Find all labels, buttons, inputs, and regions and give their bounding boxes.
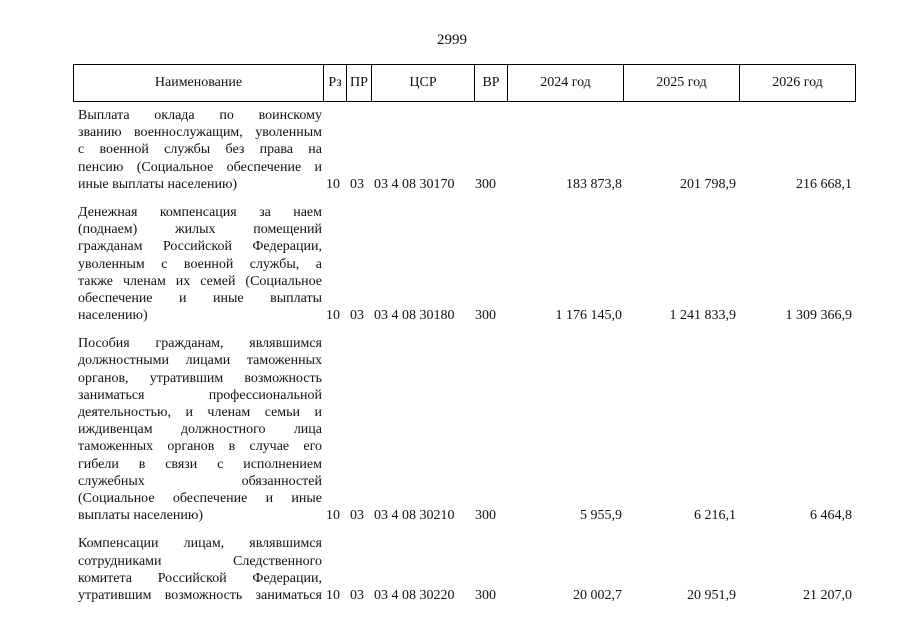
row-value-2026: 6 464,8: [810, 508, 852, 524]
table-row: [78, 204, 858, 324]
row-name-line: Выплата оклада по воинскому: [78, 108, 322, 123]
row-csr: 03 4 08 30170: [374, 176, 455, 192]
table-row: [78, 107, 858, 193]
header-rz: Рз: [324, 65, 347, 102]
row-name-line: Компенсации лицам, являвшимся: [78, 536, 322, 552]
row-name-line: деятельностью, и членам семьи и: [78, 405, 322, 420]
row-name-line: также членам их семей (Социальное: [78, 273, 322, 289]
header-2026: 2026 год: [740, 65, 856, 102]
row-name-line: (Социальное обеспечение и иные: [78, 490, 322, 506]
row-name: [78, 204, 322, 324]
row-name-line: Денежная компенсация за наем: [78, 204, 322, 220]
header-name: Наименование: [74, 65, 324, 102]
row-name-line: сотрудниками Следственного: [78, 553, 322, 569]
row-name-line: пенсию (Социальное обеспечение и: [78, 159, 322, 175]
row-rz: 10: [326, 176, 340, 192]
row-name-line: служебных обязанностей: [78, 473, 322, 489]
header-pr: ПР: [347, 65, 372, 102]
table-row: [78, 335, 858, 524]
row-name-line: Пособия гражданам, являвшимся: [78, 336, 322, 352]
row-name-line: гибели в связи с исполнением: [78, 456, 322, 472]
row-value-2026: 216 668,1: [796, 176, 852, 192]
row-pr: 03: [350, 308, 364, 324]
row-value-2024: 20 002,7: [573, 587, 622, 603]
header-row: [74, 65, 856, 102]
table-body: [78, 107, 858, 604]
row-value-2024: 1 176 145,0: [555, 308, 622, 324]
row-value-2025: 201 798,9: [680, 176, 736, 192]
header-vr: ВР: [475, 65, 508, 102]
row-name-line: уволенным с военной службы, а: [78, 256, 322, 272]
row-name-line: иждивенцам должностного лица: [78, 422, 322, 438]
row-vr: 300: [475, 308, 496, 324]
row-pr: 03: [350, 508, 364, 524]
row-value-2025: 20 951,9: [687, 587, 736, 603]
row-name-line: органов, утратившим возможность: [78, 370, 322, 386]
row-name-line: обеспечение и иные выплаты: [78, 290, 322, 306]
row-value-2024: 5 955,9: [580, 508, 622, 524]
row-name-line: утратившим возможность заниматься: [78, 587, 322, 603]
row-csr: 03 4 08 30220: [374, 587, 455, 603]
row-value-2026: 1 309 366,9: [785, 308, 852, 324]
row-name-line: (поднаем) жилых помещений: [78, 222, 322, 238]
row-name-line: заниматься профессиональной: [78, 387, 322, 403]
row-rz: 10: [326, 587, 340, 603]
row-name-line: гражданам Российской Федерации,: [78, 239, 322, 255]
row-name-line: населению): [78, 308, 148, 324]
row-name-line: таможенных органов в случае его: [78, 439, 322, 455]
row-name: [78, 335, 322, 524]
row-value-2026: 21 207,0: [803, 587, 852, 603]
header-2025: 2025 год: [624, 65, 740, 102]
table-row: [78, 535, 858, 604]
row-name-line: выплаты населению): [78, 508, 203, 524]
row-value-2025: 1 241 833,9: [669, 308, 736, 324]
row-vr: 300: [475, 508, 496, 524]
table-header: [73, 64, 856, 102]
row-rz: 10: [326, 508, 340, 524]
header-csr: ЦСР: [372, 65, 475, 102]
row-name-line: иные выплаты населению): [78, 176, 238, 192]
row-name: [78, 107, 322, 193]
row-name-line: комитета Российской Федерации,: [78, 570, 322, 586]
row-name: [78, 535, 322, 604]
row-vr: 300: [475, 176, 496, 192]
row-vr: 300: [475, 587, 496, 603]
row-rz: 10: [326, 308, 340, 324]
header-2024: 2024 год: [508, 65, 624, 102]
row-pr: 03: [350, 176, 364, 192]
row-name-line: званию военнослужащим, уволенным: [78, 125, 322, 141]
row-name-line: должностными лицами таможенных: [78, 353, 322, 369]
row-value-2024: 183 873,8: [566, 176, 622, 192]
row-csr: 03 4 08 30210: [374, 508, 455, 524]
row-pr: 03: [350, 587, 364, 603]
row-csr: 03 4 08 30180: [374, 308, 455, 324]
row-name-line: с военной службы без права на: [78, 142, 322, 158]
page-number: 2999: [437, 32, 467, 48]
row-value-2025: 6 216,1: [694, 508, 736, 524]
